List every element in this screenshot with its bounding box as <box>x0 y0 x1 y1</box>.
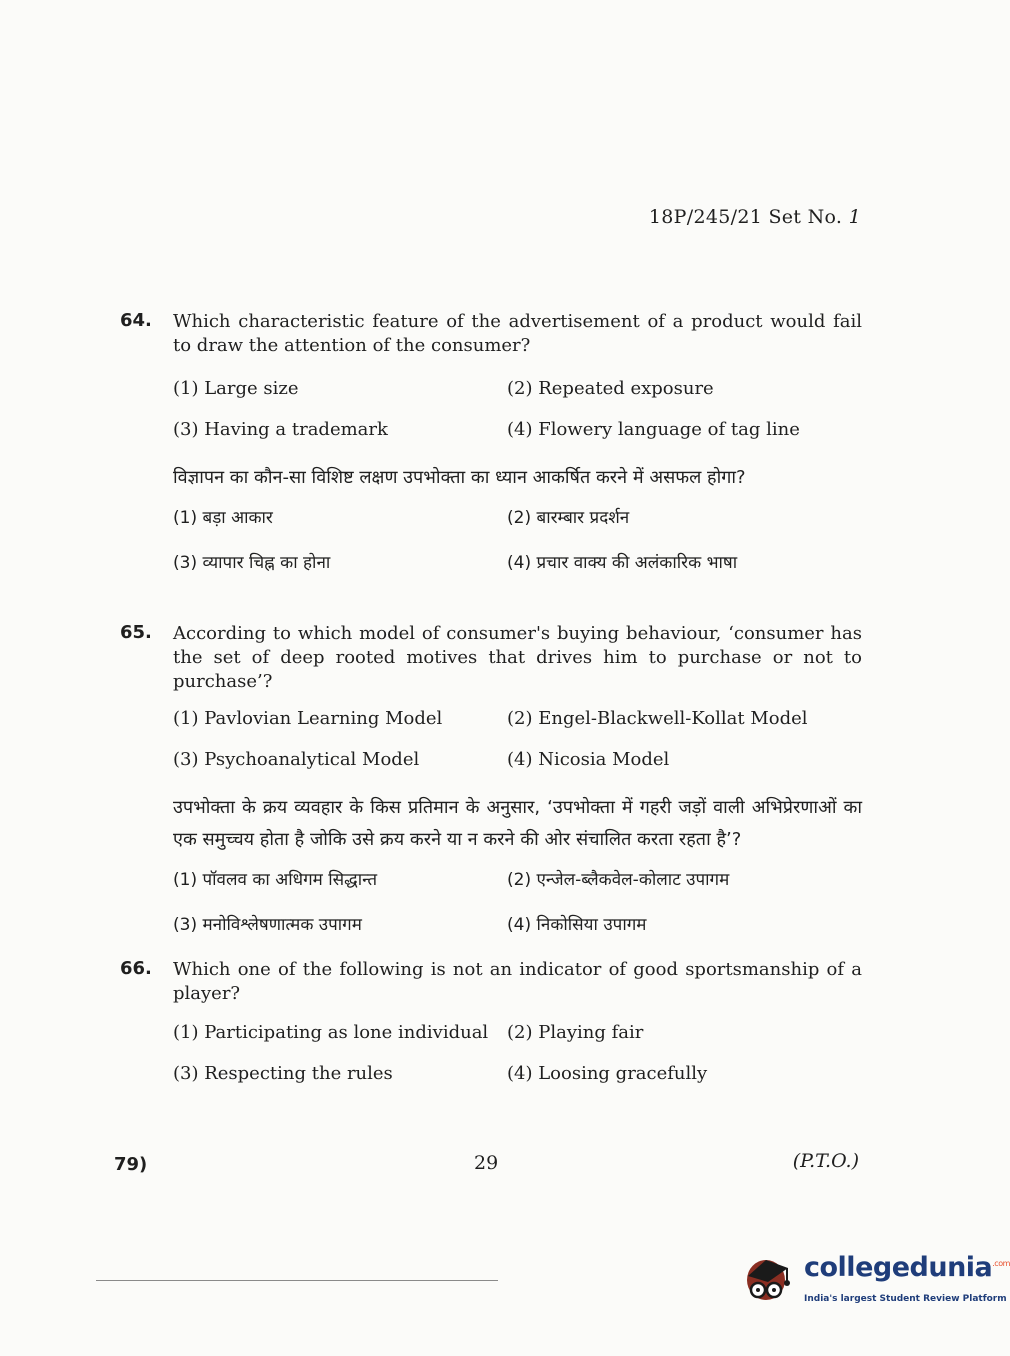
option-1: (1) Participating as lone individual <box>173 1022 489 1043</box>
question-64 <box>120 310 862 590</box>
option-2: (2) Repeated exposure <box>507 378 714 399</box>
option-2-hindi: (2) बारम्बार प्रदर्शन <box>507 508 630 528</box>
option-1-hindi: (1) बड़ा आकार <box>173 508 273 528</box>
question-number: 65. <box>120 622 152 643</box>
options-english <box>173 374 862 456</box>
question-number: 66. <box>120 958 152 979</box>
question-66 <box>120 958 862 1100</box>
option-2: (2) Engel-Blackwell-Kollat Model <box>507 708 808 729</box>
footer-code: 79) <box>114 1154 148 1175</box>
options-english <box>173 1018 862 1100</box>
mascot-icon <box>742 1246 802 1310</box>
option-1-hindi: (1) पॉवलव का अधिगम सिद्धान्त <box>173 870 378 890</box>
option-1: (1) Large size <box>173 378 299 399</box>
option-4-hindi: (4) प्रचार वाक्य की अलंकारिक भाषा <box>507 553 738 573</box>
brand-tagline: India's largest Student Review Platform <box>804 1294 1007 1304</box>
question-text-hindi: उपभोक्ता के क्रय व्यवहार के किस प्रतिमान के अनुसार, ‘उपभोक्ता में गहरी जड़ों वाली अभिप्रेरणाओं का एक समुच्चय होता है जोकि उसे क्रय करने या न करने की ओर संचालित करता रहता है’? <box>173 797 862 850</box>
option-1: (1) Pavlovian Learning Model <box>173 708 443 729</box>
option-4: (4) Nicosia Model <box>507 749 670 770</box>
question-65 <box>120 622 862 952</box>
option-3-hindi: (3) व्यापार चिह्न का होना <box>173 553 331 573</box>
option-2: (2) Playing fair <box>507 1022 644 1043</box>
question-number: 64. <box>120 310 152 331</box>
option-3: (3) Having a trademark <box>173 419 388 440</box>
options-hindi <box>173 862 862 952</box>
options-english <box>173 704 862 786</box>
set-number: 1 <box>848 206 861 228</box>
pto-label: (P.T.O.) <box>792 1150 859 1172</box>
scan-divider <box>96 1280 498 1281</box>
question-text: According to which model of consumer's buying behaviour, ‘consumer has the set of deep rooted motives that drives him to purchase or not to purchase’? <box>173 623 862 692</box>
page-number: 29 <box>474 1152 499 1174</box>
collegedunia-logo <box>742 1246 1010 1316</box>
question-text-hindi: विज्ञापन का कौन-सा विशिष्ट लक्षण उपभोक्ता का ध्यान आकर्षित करने में असफल होगा? <box>173 467 746 488</box>
paper-code <box>649 206 861 228</box>
option-4: (4) Loosing gracefully <box>507 1063 708 1084</box>
option-2-hindi: (2) एन्जेल-ब्लैकवेल-कोलाट उपागम <box>507 870 730 890</box>
paper-code-text: 18P/245/21 Set No. <box>648 206 843 228</box>
option-3: (3) Respecting the rules <box>173 1063 393 1084</box>
brand-text: collegedunia <box>804 1252 993 1283</box>
option-4: (4) Flowery language of tag line <box>507 419 800 440</box>
question-text: Which characteristic feature of the advertisement of a product would fail to draw the attention of the consumer? <box>173 311 862 356</box>
brand-name <box>804 1252 1010 1283</box>
option-3-hindi: (3) मनोविश्लेषणात्मक उपागम <box>173 915 362 935</box>
option-3: (3) Psychoanalytical Model <box>173 749 420 770</box>
options-hindi <box>173 500 862 590</box>
question-text: Which one of the following is not an indicator of good sportsmanship of a player? <box>173 959 862 1004</box>
brand-suffix: .com <box>992 1259 1010 1268</box>
option-4-hindi: (4) निकोसिया उपागम <box>507 915 647 935</box>
